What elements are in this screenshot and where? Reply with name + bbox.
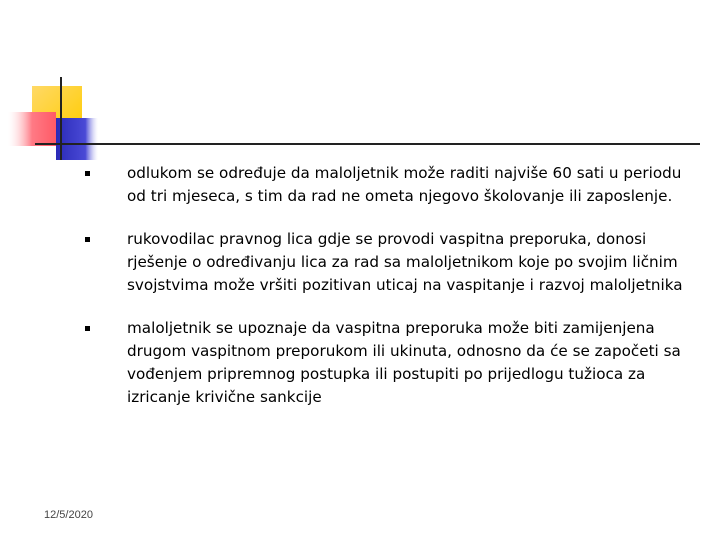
bullet-item — [84, 317, 700, 409]
footer-date: 12/5/2020 — [44, 509, 93, 521]
bullet-item — [84, 228, 700, 297]
square-bullet-icon — [85, 237, 90, 242]
square-bullet-icon — [85, 171, 90, 176]
bullet-text: odlukom se određuje da maloljetnik može raditi najviše 60 sati u periodu od tri mjeseca, s tim da rad ne ometa njegovo školovanje ili zaposlenje. — [127, 164, 682, 205]
bullet-text: rukovodilac pravnog lica gdje se provodi vaspitna preporuka, donosi rješenje o određivanju lica za rad sa maloljetnikom koje po svojim ličnim svojstvima može vršiti pozitivan uticaj na vaspitanje i razvoj maloljetnika — [127, 230, 683, 294]
red-square — [8, 112, 56, 146]
bullet-text: maloljetnik se upoznaje da vaspitna preporuka može biti zamijenjena drugom vaspitnom preporukom ili ukinuta, odnosno da će se započeti sa vođenjem pripremnog postupka ili postupiti po prijedlogu tužioca za izricanje krivične sankcije — [127, 319, 681, 406]
blue-square — [56, 118, 98, 160]
bullet-item — [84, 162, 700, 208]
slide-decoration — [0, 0, 720, 170]
square-bullet-icon — [85, 326, 90, 331]
bullet-list — [84, 162, 700, 409]
